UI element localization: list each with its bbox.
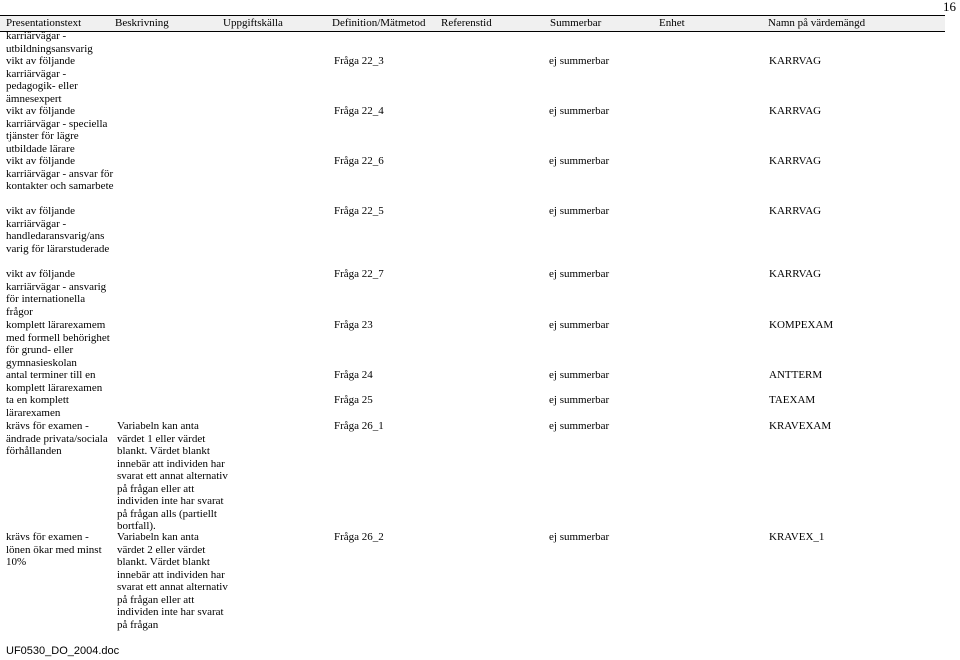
presentation-text: antal terminer till en komplett lärarexamen [6,369,103,394]
header-beskrivning: Beskrivning [115,17,169,29]
presentation-text: karriärvägar - utbildningsansvarig [6,30,93,55]
presentation-text: komplett lärarexamem med formell behörighet för grund- eller gymnasieskolan [6,319,110,369]
reference: Fråga 22_7 [334,268,384,280]
header-summerbar: Summerbar [550,17,602,29]
reference: Fråga 22_5 [334,205,384,217]
presentation-text: vikt av följande karriärvägar - handledaransvarig/ans varig för lärarstuderade [6,205,110,255]
value-set-name: KARRVAG [769,205,822,217]
summerbar: ej summerbar [549,55,610,67]
summerbar: ej summerbar [549,420,610,432]
header-definition: Definition/Mätmetod [332,17,426,29]
reference: Fråga 22_3 [334,55,384,67]
reference: Fråga 22_4 [334,105,384,117]
value-set-name: KARRVAG [769,105,822,117]
presentation-text: vikt av följande karriärvägar - pedagogik- eller ämnesexpert [6,55,78,105]
presentation-text: vikt av följande karriärvägar - speciella tjänster för lägre utbildade lärare [6,105,108,155]
reference: Fråga 24 [334,369,373,381]
reference: Fråga 26_1 [334,420,384,432]
value-set-name: KRAVEXAM [769,420,832,432]
value-set-name: ANTTERM [769,369,823,381]
presentation-text: vikt av följande karriärvägar - ansvarig för internationella frågor [6,268,107,318]
presentation-text: vikt av följande karriärvägar - ansvar för kontakter och samarbete [6,155,114,192]
presentation-text: ta en komplett lärarexamen [6,394,69,419]
value-set-name: TAEXAM [769,394,816,406]
reference: Fråga 23 [334,319,373,331]
presentation-text: krävs för examen - ändrade privata/sociala förhållanden [6,420,108,457]
page-number: 16 [943,0,956,14]
reference: Fråga 26_2 [334,531,384,543]
summerbar: ej summerbar [549,105,610,117]
table-header [0,15,945,32]
header-referenstid: Referenstid [441,17,492,29]
description: Variabeln kan anta värdet 1 eller värdet blankt. Värdet blankt innebär att individen har svarat ett annat alternativ på frågan eller att individen inte har svarat på frågan alls (partiellt bortfall). [117,420,228,532]
reference: Fråga 22_6 [334,155,384,167]
value-set-name: KRAVEX_1 [769,531,825,543]
summerbar: ej summerbar [549,531,610,543]
header-namn: Namn på värdemängd [768,17,866,29]
value-set-name: KARRVAG [769,155,822,167]
summerbar: ej summerbar [549,268,610,280]
value-set-name: KARRVAG [769,268,822,280]
header-presentationstext: Presentationstext [6,17,82,29]
summerbar: ej summerbar [549,394,610,406]
summerbar: ej summerbar [549,319,610,331]
summerbar: ej summerbar [549,205,610,217]
description: Variabeln kan anta värdet 2 eller värdet blankt. Värdet blankt innebär att individen har svarat ett annat alternativ på frågan eller att individen inte har svarat på frågan [117,531,228,631]
header-uppgiftskalla: Uppgiftskälla [223,17,283,29]
presentation-text: krävs för examen - lönen ökar med minst 10% [6,531,102,568]
summerbar: ej summerbar [549,369,610,381]
value-set-name: KARRVAG [769,55,822,67]
reference: Fråga 25 [334,394,373,406]
summerbar: ej summerbar [549,155,610,167]
footer-filename: UF0530_DO_2004.doc [6,645,120,657]
value-set-name: KOMPEXAM [769,319,834,331]
header-enhet: Enhet [659,17,685,29]
